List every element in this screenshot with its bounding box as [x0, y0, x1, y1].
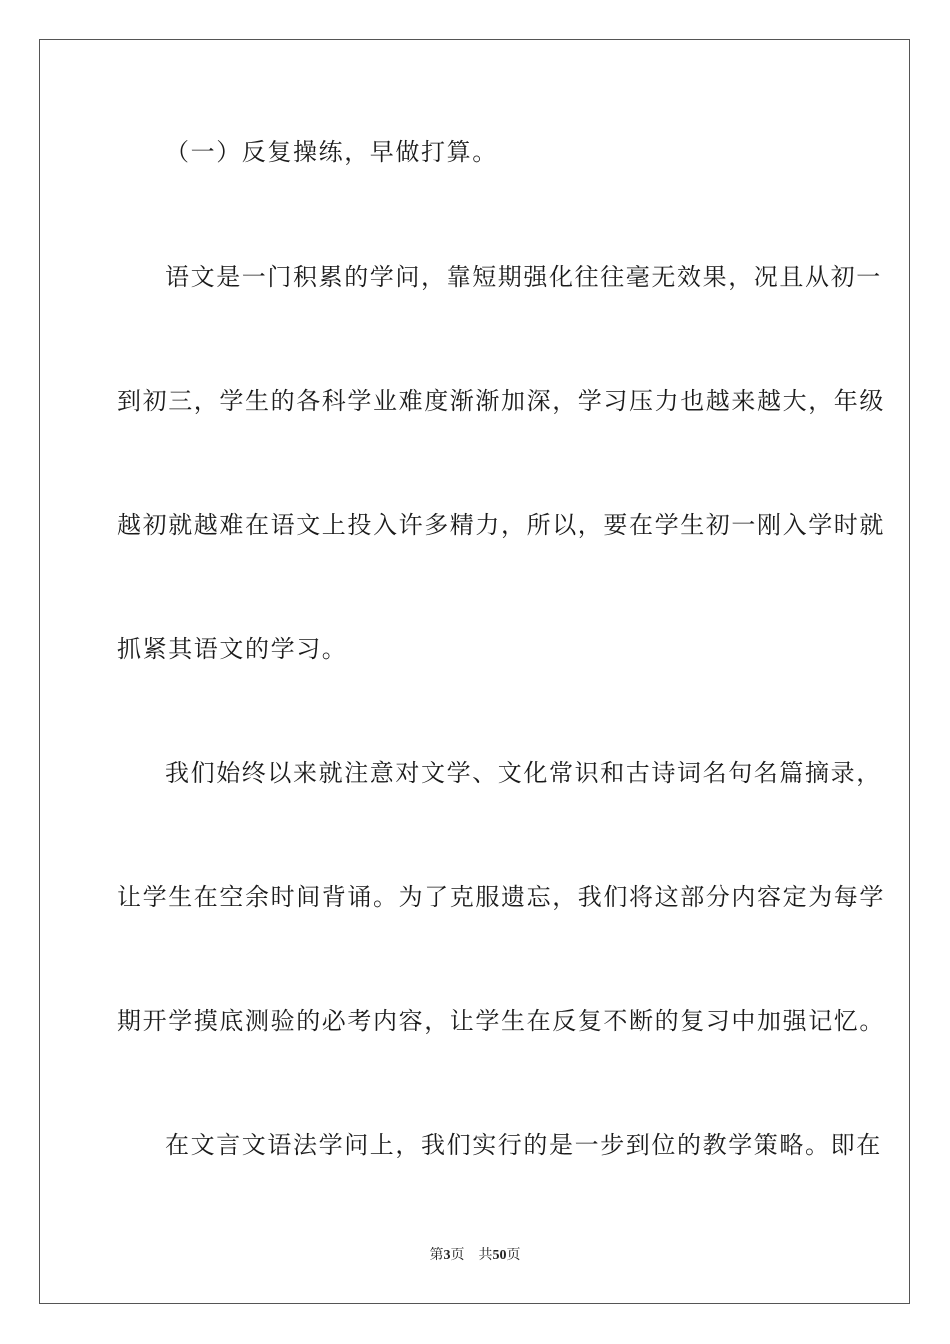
footer-page-suffix: 页: [450, 1247, 465, 1263]
footer-page-prefix: 第: [429, 1247, 444, 1263]
footer-page-number: 3: [443, 1248, 451, 1263]
paragraph-line: 让学生在空余时间背诵。为了克服遗忘，我们将这部分内容定为每学: [117, 883, 885, 911]
paragraph-line: 抓紧其语文的学习。: [117, 635, 348, 663]
footer-total-suffix: 页: [506, 1247, 521, 1263]
page-footer: [0, 1246, 950, 1265]
paragraph-line: 越初就越难在语文上投入许多精力，所以，要在学生初一刚入学时就: [117, 511, 885, 539]
paragraph-line: 期开学摸底测验的必考内容，让学生在反复不断的复习中加强记忆。: [117, 1007, 885, 1035]
paragraph-line: 语文是一门积累的学问，靠短期强化往往毫无效果，况且从初一: [165, 263, 882, 291]
paragraph-line: 到初三，学生的各科学业难度渐渐加深，学习压力也越来越大，年级: [117, 387, 885, 415]
page-border: [39, 39, 910, 1304]
paragraph-line: 我们始终以来就注意对文学、文化常识和古诗词名句名篇摘录，: [165, 759, 882, 787]
section-heading: （一）反复操练，早做打算。: [165, 138, 498, 166]
footer-total-number: 50: [492, 1248, 507, 1263]
paragraph-line: 在文言文语法学问上，我们实行的是一步到位的教学策略。即在: [165, 1131, 882, 1159]
footer-total-prefix: 共: [478, 1247, 493, 1263]
